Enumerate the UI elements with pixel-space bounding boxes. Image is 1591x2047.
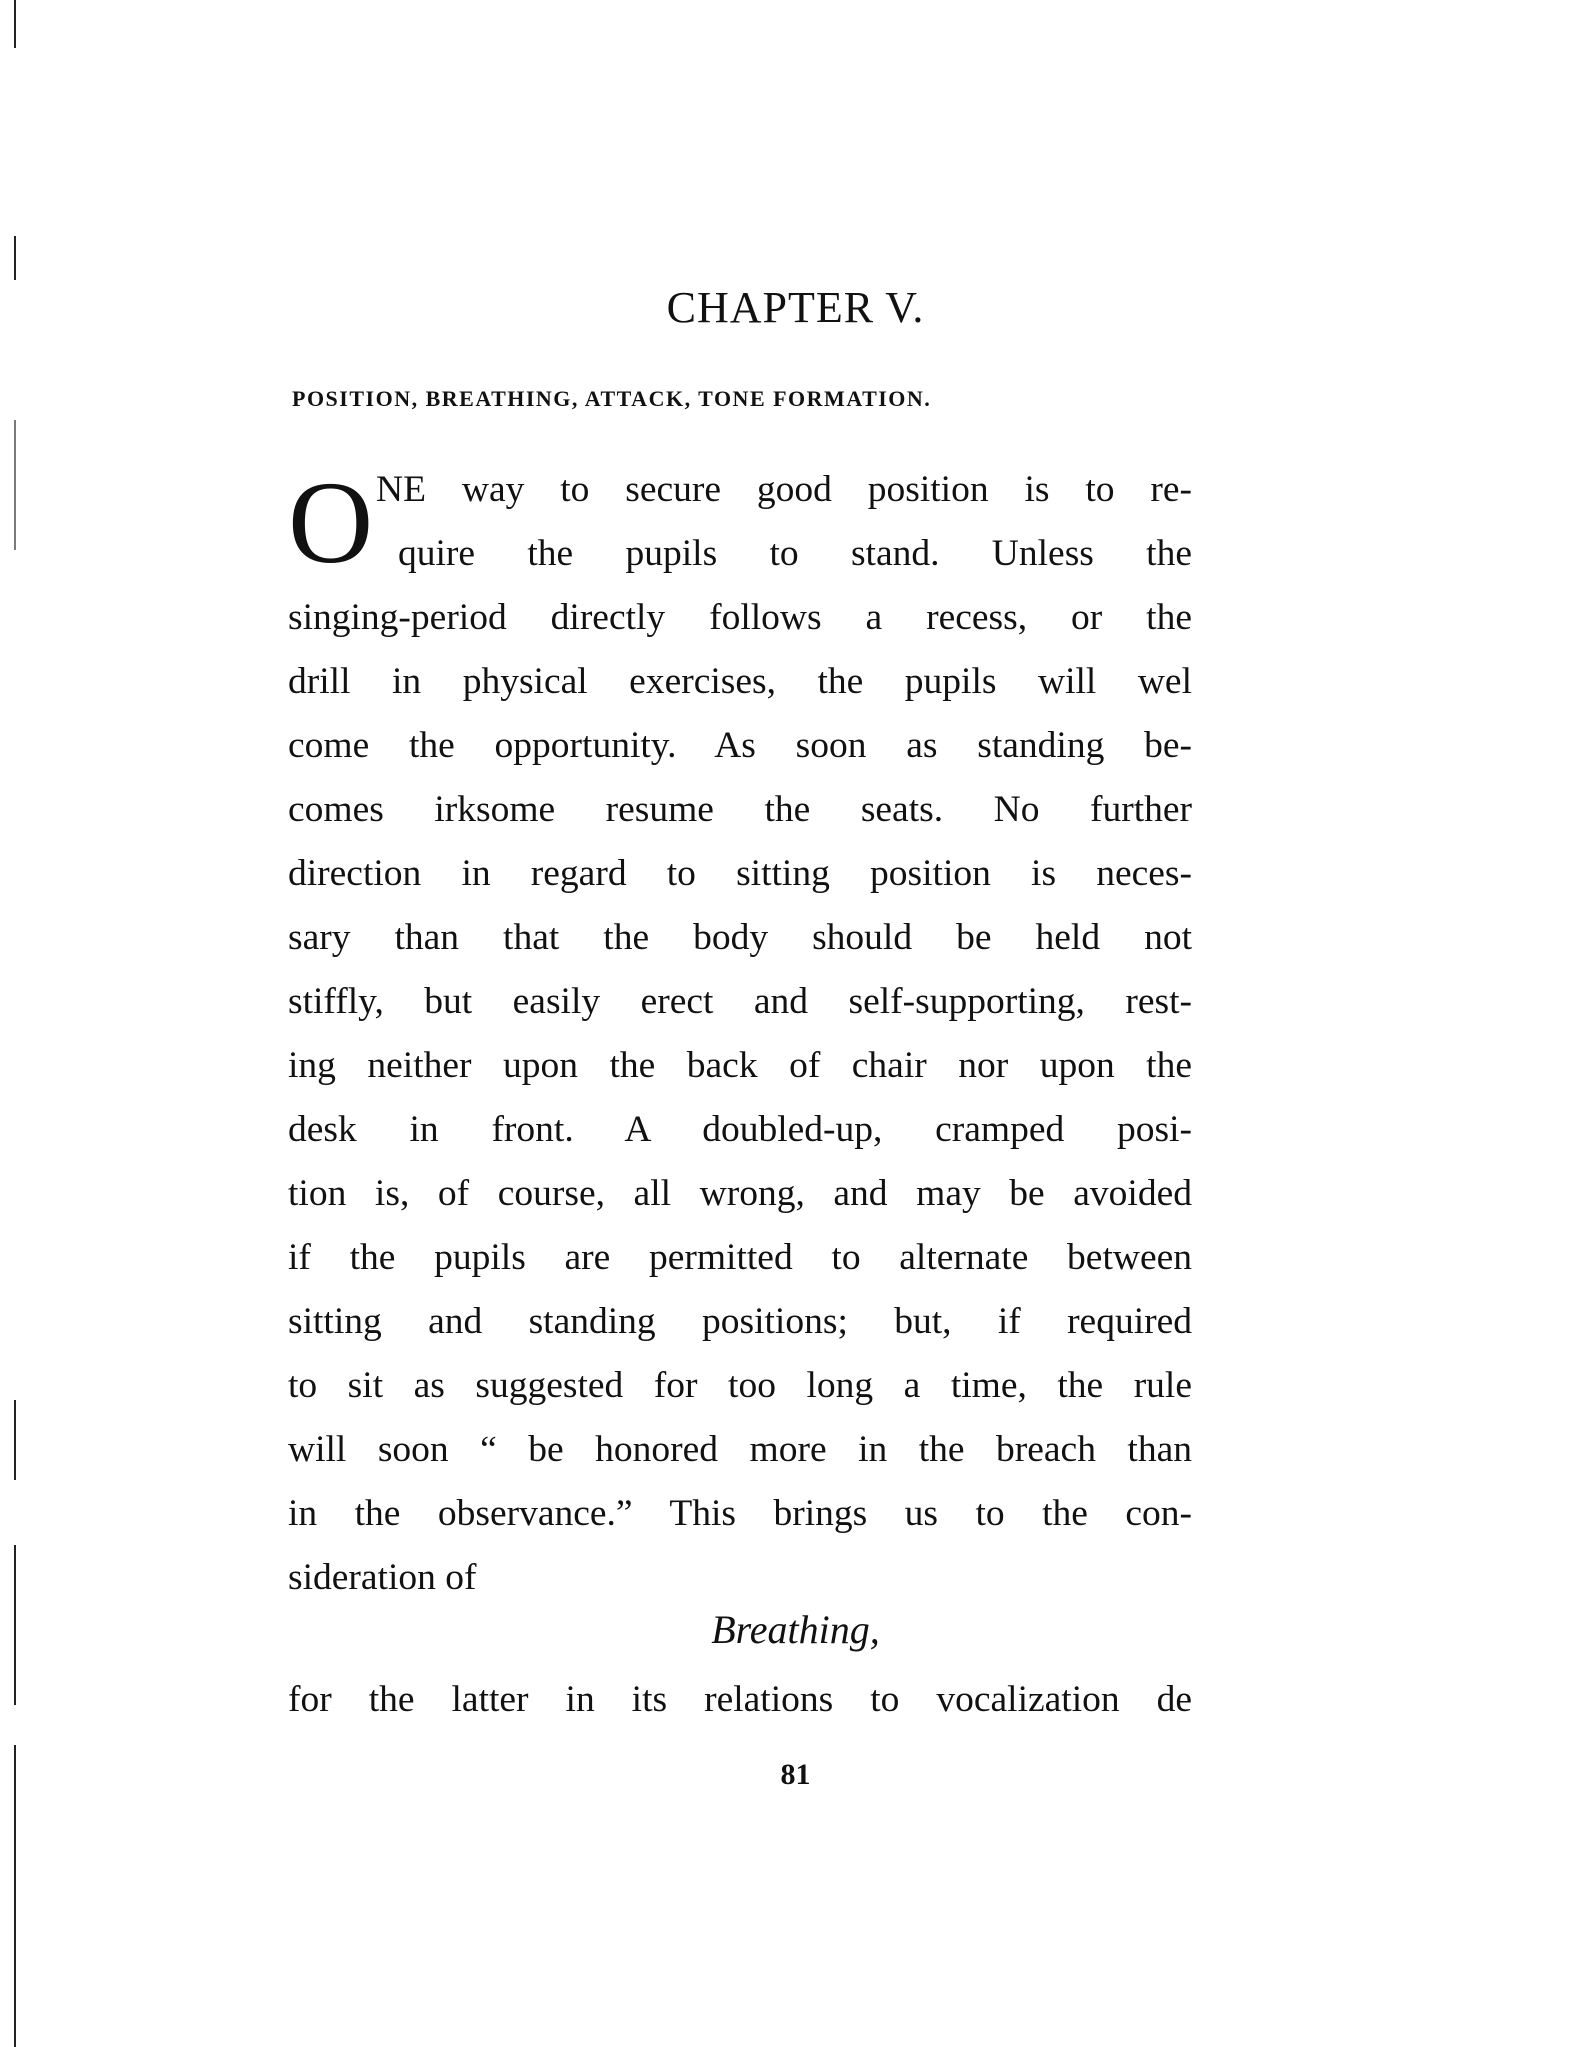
drop-cap: O — [288, 457, 374, 588]
text-line: quire the pupils to stand. Unless the — [398, 533, 1192, 574]
section-heading: Breathing, — [711, 1607, 880, 1652]
text-line: to sit as suggested for too long a time, the rule — [288, 1365, 1192, 1406]
text-line: comes irksome resume the seats. No further — [288, 789, 1192, 830]
scan-edge-mark — [14, 1400, 16, 1480]
chapter-title: CHAPTER V. — [666, 283, 925, 332]
text-line: will soon “ be honored more in the breach than — [288, 1429, 1192, 1470]
text-line: ing neither upon the back of chair nor upon the — [288, 1045, 1192, 1086]
text-line: NE way to secure good position is to re- — [376, 469, 1192, 510]
page-number: 81 — [780, 1758, 811, 1791]
text-line: if the pupils are permitted to alternate between — [288, 1237, 1192, 1278]
text-line: sideration of — [288, 1557, 477, 1598]
text-line: sary than that the body should be held not — [288, 917, 1192, 958]
body-paragraph — [288, 458, 1192, 1610]
scan-edge-mark — [14, 420, 16, 550]
text-line: drill in physical exercises, the pupils will wel — [288, 661, 1192, 702]
text-line: direction in regard to sitting position is neces- — [288, 853, 1192, 894]
text-line: in the observance.” This brings us to the con- — [288, 1493, 1192, 1534]
continuation-paragraph — [288, 1668, 1192, 1732]
scan-edge-mark — [14, 236, 16, 280]
text-line: for the latter in its relations to vocalization de — [288, 1679, 1192, 1720]
text-line: sitting and standing positions; but, if required — [288, 1301, 1192, 1342]
scan-edge-mark — [14, 0, 16, 48]
text-line: desk in front. A doubled-up, cramped posi- — [288, 1109, 1192, 1150]
text-line: stiffly, but easily erect and self-supporting, rest- — [288, 981, 1192, 1022]
text-line: singing-period directly follows a recess, or the — [288, 597, 1192, 638]
text-line: tion is, of course, all wrong, and may be avoided — [288, 1173, 1192, 1214]
chapter-subtitle: POSITION, BREATHING, ATTACK, TONE FORMATION. — [292, 386, 932, 411]
text-line: come the opportunity. As soon as standing be- — [288, 725, 1192, 766]
